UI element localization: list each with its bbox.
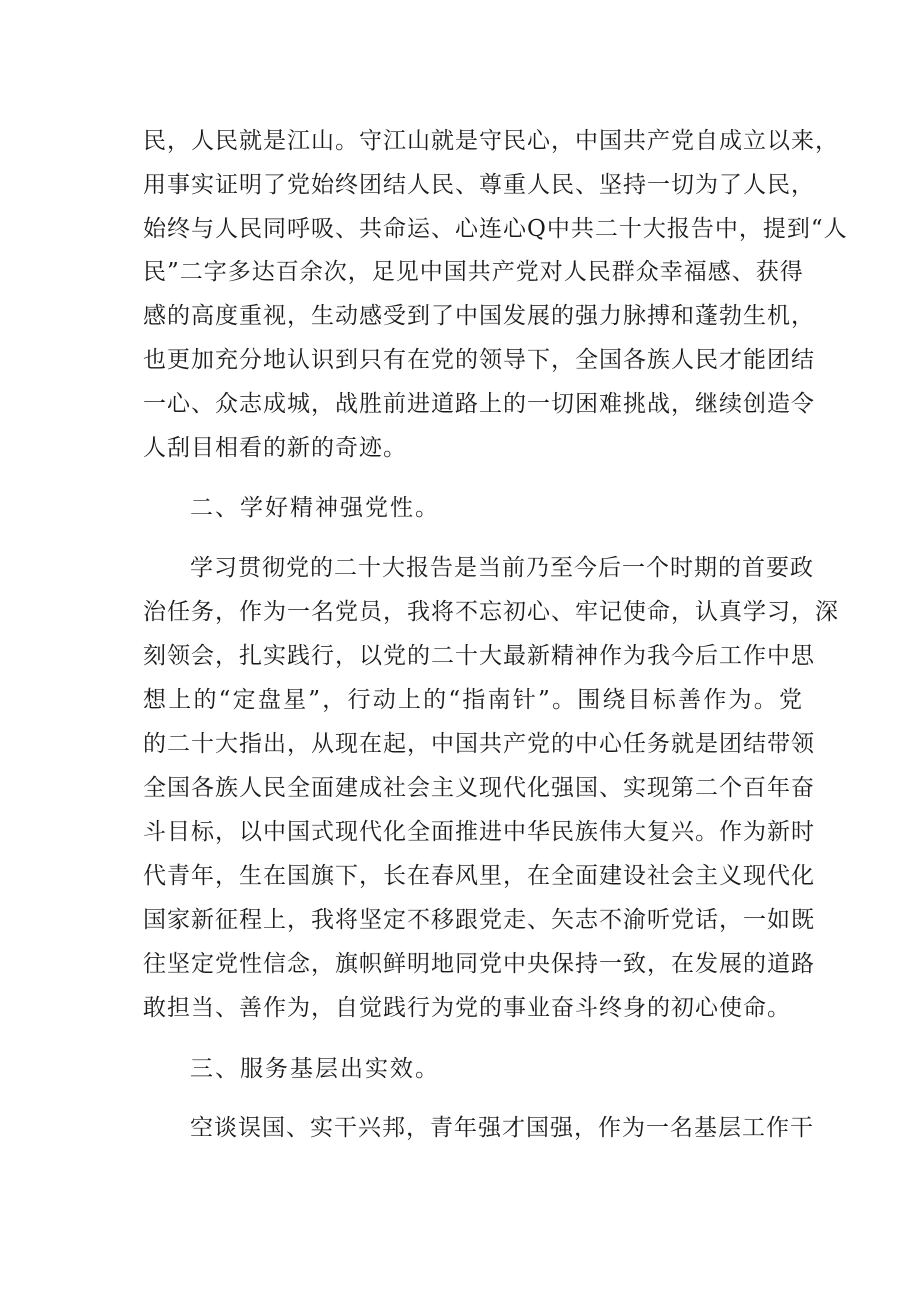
paragraph-1-line-5: 感的高度重视，生动感受到了中国发展的强力脉搏和蓬勃生机， [143,303,815,329]
paragraph-2-line-7: 斗目标，以中国式现代化全面推进中华民族伟大复兴。作为新时 [143,819,815,845]
paragraph-1-line-8: 人刮目相看的新的奇迹。 [143,435,407,461]
paragraph-3-line-1: 空谈误国、实干兴邦，青年强才国强，作为一名基层工作干 [190,1115,814,1141]
paragraph-2-line-11: 敢担当、善作为，自觉践行为党的事业奋斗终身的初心使命。 [143,995,791,1021]
paragraph-2-line-2: 治任务，作为一名党员，我将不忘初心、牢记使命，认真学习，深 [143,599,839,625]
paragraph-2-line-6: 全国各族人民全面建成社会主义现代化强国、实现第二个百年奋 [143,775,815,801]
section-heading-2: 二、学好精神强党性。 [190,495,440,521]
paragraph-2-line-4: 想上的“定盘星”，行动上的“指南针”。围绕目标善作为。党 [143,687,803,713]
paragraph-2-line-5: 的二十大指出，从现在起，中国共产党的中心任务就是团结带领 [143,731,815,757]
paragraph-1-line-4: 民”二字多达百余次，足见中国共产党对人民群众幸福感、获得 [143,259,804,285]
paragraph-2-line-10: 往坚定党性信念，旗帜鲜明地同党中央保持一致，在发展的道路 [143,951,815,977]
paragraph-2-line-1: 学习贯彻党的二十大报告是当前乃至今后一个时期的首要政 [190,555,814,581]
paragraph-1-line-6: 也更加充分地认识到只有在党的领导下，全国各族人民才能团结 [143,347,815,373]
paragraph-1-line-2: 用事实证明了党始终团结人民、尊重人民、坚持一切为了人民， [143,172,815,198]
paragraph-2-line-9: 国家新征程上，我将坚定不移跟党走、矢志不渝听党话，一如既 [143,907,815,933]
section-heading-3: 三、服务基层出实效。 [190,1056,440,1082]
paragraph-1-line-3: 始终与人民同呼吸、共命运、心连心Q中共二十大报告中，提到“人 [143,216,848,242]
paragraph-1-line-1: 民，人民就是江山。守江山就是守民心，中国共产党自成立以来， [143,128,839,154]
paragraph-2-line-8: 代青年，生在国旗下，长在春风里，在全面建设社会主义现代化 [143,863,815,889]
paragraph-2-line-3: 刻领会，扎实践行，以党的二十大最新精神作为我今后工作中思 [143,643,815,669]
paragraph-1-line-7: 一心、众志成城，战胜前进道路上的一切困难挑战，继续创造令 [143,391,815,417]
